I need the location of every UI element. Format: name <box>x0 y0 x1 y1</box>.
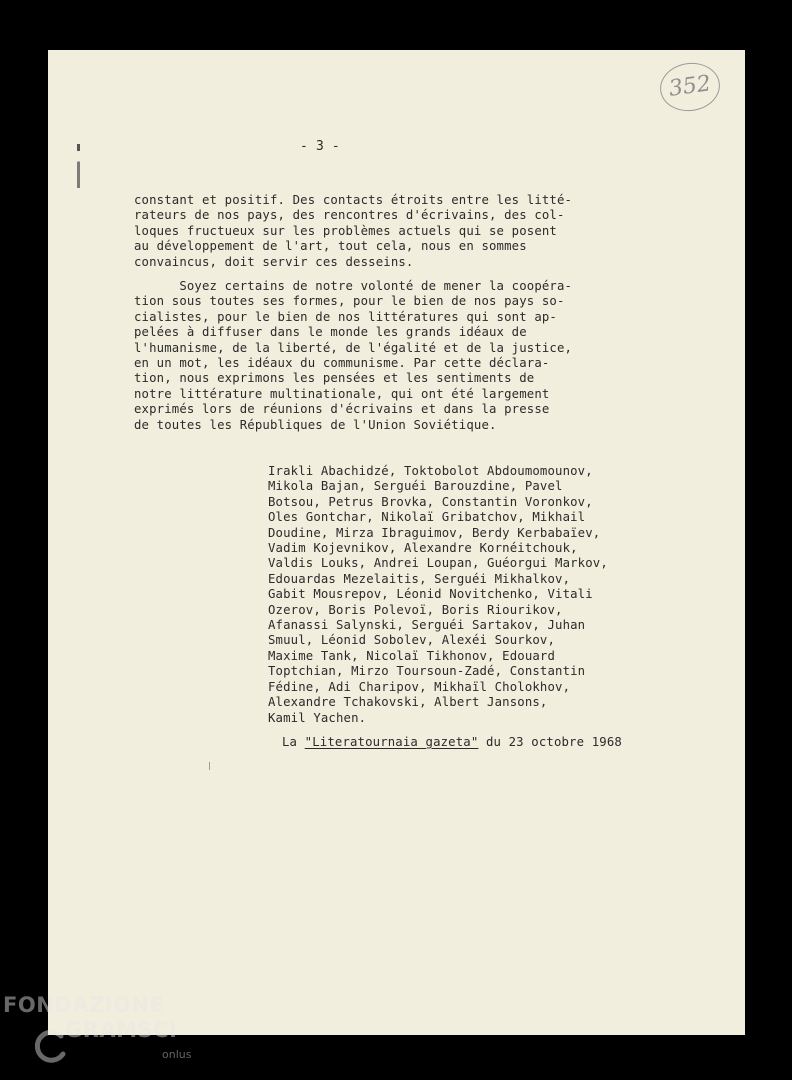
archive-watermark <box>3 993 203 1073</box>
paragraph-2: Soyez certains de notre volonté de mener la coopéra- tion sous toutes ses formes, pour le bien de nos pays so- cialistes, pour le bien de nos littératures qui sont ap- pelées à diffuser dans le monde les grands idéaux de l'humanisme, de la liberté, de l'égalité et de la justice, en un mot, les idéaux du communisme. Par cette déclara- tion, nous exprimons les pensées et les sentiments de notre littérature multinationale, qui ont été largement exprimés lors de réunions d'écrivains et dans la presse de toutes les Républiques de l'Union Soviétique. <box>134 279 573 432</box>
source-title: "Literatournaia gazeta" <box>304 735 479 749</box>
margin-tick-mark <box>209 762 210 770</box>
archive-stamp: 352 <box>657 59 723 115</box>
source-date: du 23 octobre 1968 <box>478 735 622 749</box>
signatories-list: Irakli Abachidzé, Toktobolot Abdoumomounov, Mikola Bajan, Serguéi Barouzdine, Pavel Botsou, Petrus Brovka, Constantin Voronkov, Oles Gontchar, Nikolaï Gribatchov, Mikhail Doudine, Mirza Ibraguimov, Berdy Kerbabaïev, Vadim Kojevnikov, Alexandre Kornéitchouk, Valdis Louks, Andrei Loupan, Guéorgui Markov, Edouardas Mezelaitis, Serguéi Mikhalkov, Gabit Mousrepov, Léonid Novitchenko, Vitali Ozerov, Boris Polevoï, Boris Riourikov, Afanassi Salynski, Serguéi Sartakov, Juhan Smuul, Léonid Sobolev, Alexéi Sourkov, Maxime Tank, Nicolaï Tikhonov, Edouard Toptchian, Mirzo Toursoun-Zadé, Constantin Fédine, Adi Charipov, Mikhaïl Cholokhov, Alexandre Tchakovski, Albert Jansons, Kamil Yachen. <box>268 464 608 725</box>
watermark-line-1: FONDAZIONE <box>3 993 165 1017</box>
watermark-line-2: GRAMSCI <box>65 1018 178 1042</box>
punch-hole-mark <box>77 144 80 188</box>
watermark-line-3: onlus <box>162 1048 192 1061</box>
source-citation <box>282 735 622 750</box>
document-page <box>48 50 745 1035</box>
source-prefix: La <box>282 735 305 749</box>
page-number: - 3 - <box>300 139 340 154</box>
paragraph-1: constant et positif. Des contacts étroits entre les litté- rateurs de nos pays, des rencontres d'écrivains, des col- loques fructueux sur les problèmes actuels qui se posent au développement de l'art, tout cela, nous en sommes convaincus, doit servir ces desseins. <box>134 193 573 269</box>
